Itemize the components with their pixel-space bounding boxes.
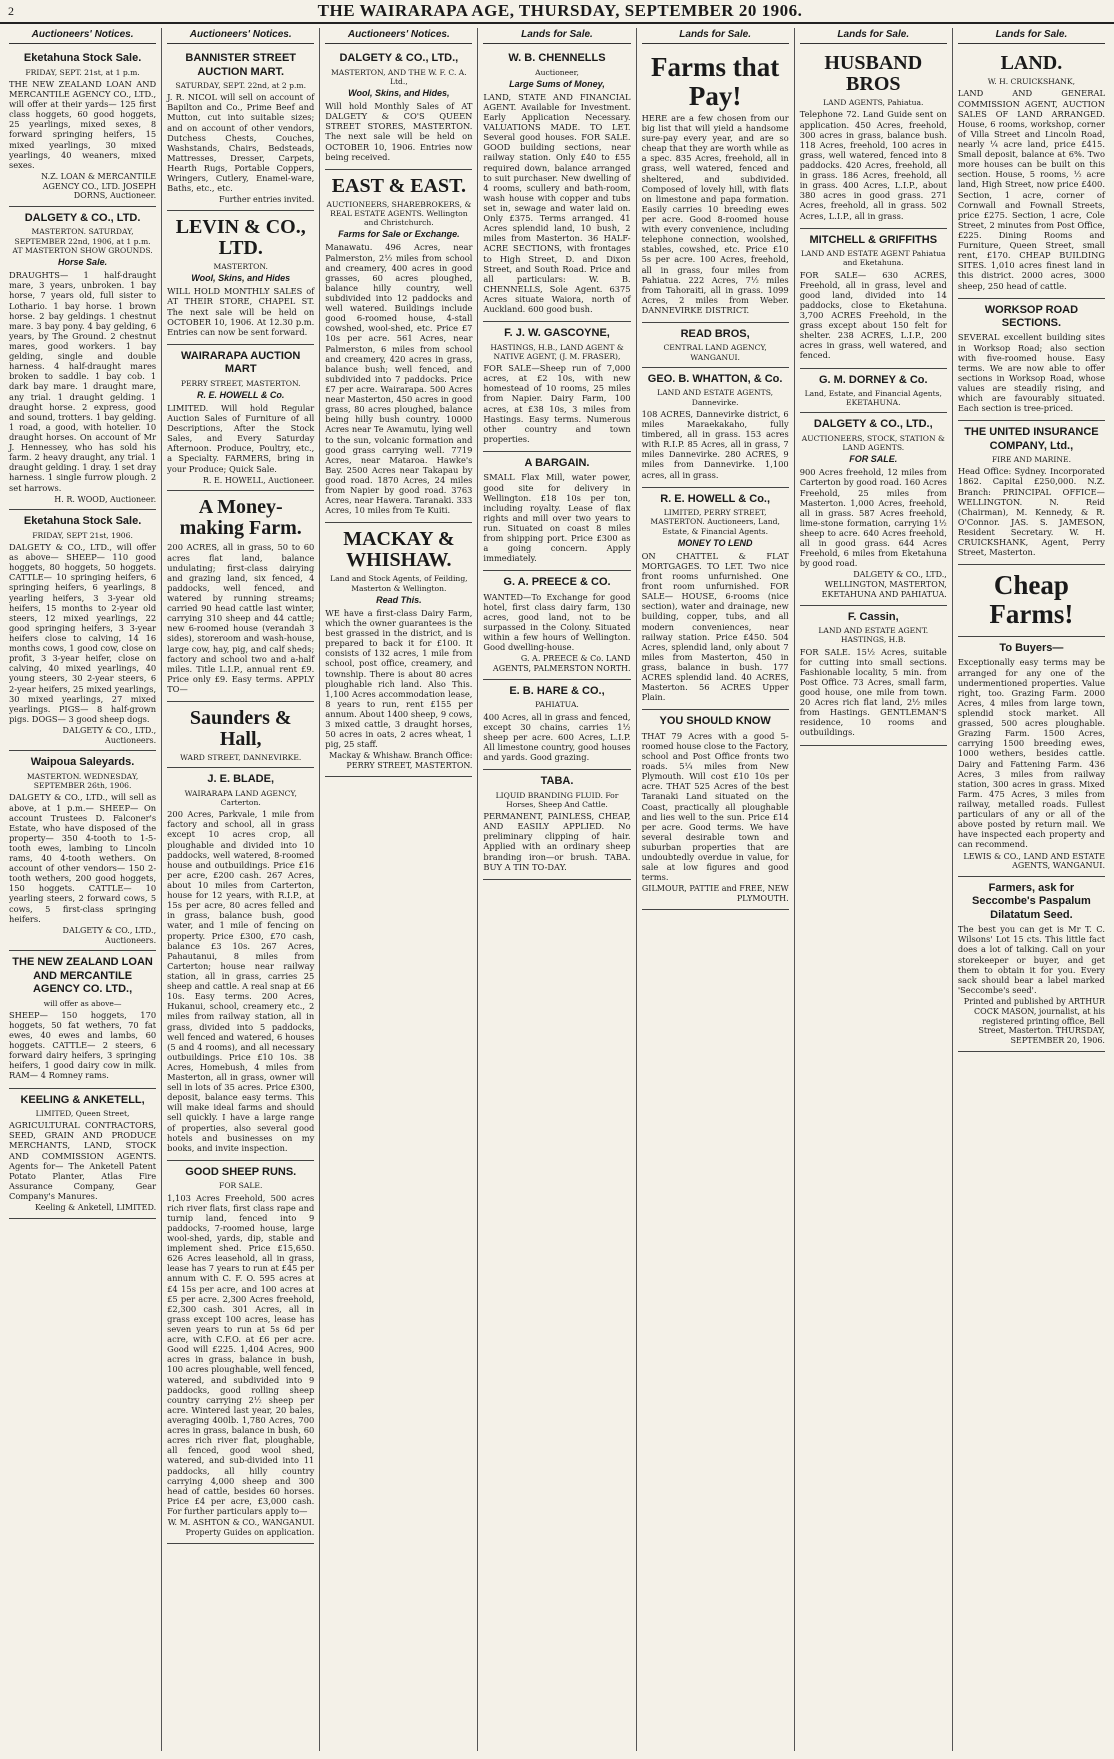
ad-subtitle: will offer as above— <box>43 998 122 1008</box>
advertisement <box>167 702 314 768</box>
ad-title: E. B. HARE & CO., <box>509 684 605 697</box>
ad-title: W. B. CHENNELLS <box>508 52 606 65</box>
column-3 <box>320 28 478 1751</box>
ad-title: F. J. W. GASCOYNE, <box>504 327 610 340</box>
advertisement <box>9 47 156 207</box>
masthead <box>0 0 1114 24</box>
column-header: Lands for Sale. <box>958 28 1105 44</box>
ad-body: 200 Acres, Parkvale, 1 mile from factory and school, all in grass except 10 acres crop, all ploughable and divided into 10 paddocks, well watered, 8-roomed house and outbuildings. Price £16 per acre, £200 cash. 267 Acres, about 10 miles from Carterton, house for 12 years, with R.I.P., at 15s per acre, 80 acres felled and in grass, balance bush, good water, and 1 mile of fencing on property. Price £300, £70 cash, balance £3 10s. 267 Acres, Pahautanui, 8 miles from Carterton; house near railway station, all in grass, carries 25 sheep and cattle. A real snap at £6 10s. Easy terms. 200 Acres, Hukanui, school, creamery etc., 2 miles from railway station, all in grass, divided into 5 paddocks, well fenced and watered, 6 houses (5 and 4 rooms), and all necessary outbuildings. Price £10 10s. 38 Acres, Homebush, 4 miles from Masterton, all in grass, owner will sell in lots of 35 acres. Price £300, deposit, balance easy terms. This will make ideal farms and should sell quickly. I have a large range of properties, also several good hotels and businesses on my books, and invite inspection. <box>167 809 315 1153</box>
column-header: Auctioneers' Notices. <box>325 28 472 44</box>
advertisement <box>167 47 314 211</box>
column-7 <box>953 28 1110 1751</box>
ad-heading: Wool, Skins, and Hides <box>191 273 291 284</box>
ad-subtitle: CENTRAL LAND AGENCY, WANGANUI. <box>663 343 767 362</box>
ad-title: Eketahuna Stock Sale. <box>23 52 142 65</box>
ad-subtitle: MASTERTON. WEDNESDAY, SEPTEMBER 26th, 1906. <box>26 771 139 791</box>
ad-body: FOR SALE—Sheep run of 7,000 acres, at £2 10s, with new homestead of 10 rooms, 25 miles from Napier. Dairy Farm, 100 acres, at £38 10s, 3 miles from Hastings. Easy terms. Numerous other country and town properties. <box>483 363 631 444</box>
advertisement <box>800 47 947 228</box>
ad-title: Eketahuna Stock Sale. <box>23 515 142 528</box>
ad-body: 108 ACRES, Dannevirke district, 6 miles Maraekakaho, fully timbered, all in grass. 153 acres with R.I.P. 85 Acres, all in grass, 7 miles Dannevirke. 280 ACRES, 9 miles from Dannevirke. 1,100 acres, all in grass. <box>641 408 789 480</box>
advertisement <box>167 768 314 1161</box>
ad-subtitle: WARD STREET, DANNEVIRKE. <box>180 753 302 763</box>
ad-heading: MONEY TO LEND <box>677 537 753 548</box>
ad-body: LIMITED. Will hold Regular Auction Sales of Furniture of all Descriptions, After the Stock Sales, and Every Saturday Afternoon. Produce, Poultry, etc., a Specialty. FARMERS, bring in your Produce; Quick Sale. <box>167 402 315 474</box>
advertisement <box>958 299 1105 422</box>
ad-signature: G. A. PREECE & Co. LAND AGENTS, PALMERSTON NORTH. <box>492 654 631 674</box>
advertisement <box>9 751 156 951</box>
ad-title: Farms that Pay! <box>651 52 780 111</box>
ad-signature: GILMOUR, PATTIE and FREE, NEW PLYMOUTH. <box>641 884 789 904</box>
ad-title: THE NEW ZEALAND LOAN AND MERCANTILE AGENCY CO. LTD., <box>12 956 153 996</box>
column-5 <box>637 28 795 1751</box>
ad-body: Telephone 72. Land Guide sent on application. 450 Acres, freehold, 300 acres in grass, balance bush. 118 Acres, freehold, 100 acres in grass, well watered, fenced into 8 paddocks. 420 Acres, freehold, all in grass. 186 Acres, freehold, all in grass. 400 Acres, L.I.P., about 380 acres in good grass. 271 Acres, freehold, all in grass. 502 Acres, L.I.P., all in grass. <box>799 109 947 221</box>
ad-body: SMALL Flax Mill, water power, good site for delivery in Wellington. £18 10s per ton, including royalty. Lease of flax rights and mill over two years to run. Situated on coast 8 miles from shipping port. Price £300 as a going concern. Apply immediately. <box>483 472 631 564</box>
ad-title: G. A. PREECE & CO. <box>503 576 611 589</box>
columns-container <box>0 24 1114 1751</box>
ad-body: AGRICULTURAL CONTRACTORS, SEED, GRAIN AND PRODUCE MERCHANTS, LAND, STOCK AND COMMISSION AGENTS. Agents for— The Anketell Patent Potato Planter, Atlas Fire Assurance Company, Gear Company's Manures. <box>9 1120 157 1201</box>
ad-subtitle: Auctioneer, <box>535 67 579 77</box>
ad-subtitle: LAND AGENTS, Pahiatua. <box>823 98 924 108</box>
ad-title: READ BROS, <box>680 328 750 341</box>
ad-subtitle: FRIDAY, SEPT. 21st, at 1 p.m. <box>25 67 140 77</box>
ad-signature: Mackay & Whishaw. Branch Office: PERRY STREET, MASTERTON. <box>329 751 473 771</box>
ad-title: DALGETY & CO., LTD., <box>339 52 459 65</box>
ad-subtitle: AUCTIONEERS, SHAREBROKERS, & REAL ESTATE AGENTS. Wellington and Christchurch. <box>326 199 472 228</box>
ad-heading: Wool, Skins, and Hides, <box>348 88 450 99</box>
advertisement <box>958 421 1105 565</box>
ad-body: Manawatu. 496 Acres, near Palmerston, 2½ miles from school and creamery, 400 acres in good grasses, 60 acres ploughed, balance hilly country, well subdivided into 12 paddocks and well watered. Buildings include good 6-roomed house, 4-stall cowshed, wool-shed, etc. Price £7 10s per acre. 561 Acres, near Palmerston, 6 miles from school and creamery, 420 acres in grass, balance bush; well fenced, and subdivided into 7 paddocks. Price £7 per acre. Wairarapa. 500 Acres near Masterton, 450 acres in good grass, 80 acres ploughed, balance being hilly bush country. 10000 Acres near Te Awamutu, lying well to the sun, volcanic formation and good grass carrying well. 7719 Acres, near Mataroa. Hawke's Bay. 2500 Acres near Takapau by good road. 1870 Acres, 24 miles from Napier by good road. 3763 Acres, near Hawera. Taranaki. 333 Acres, 10 miles from Te Kuiti. <box>325 242 473 516</box>
ad-body: SEVERAL excellent building sites in Worksop Road; also section with five-roomed house. Easy terms. We are now able to offer sections in Worksop Road, whose values are steadily rising, and which are favourably situated. Each section is tree-priced. <box>957 332 1105 414</box>
ad-title: WAIRARAPA AUCTION MART <box>181 349 301 376</box>
ad-title: DALGETY & CO., LTD., <box>813 418 933 431</box>
ad-body: WE have a first-class Dairy Farm, which the owner guarantees is the best grassed in the district, and is prepared to back it for £100. It consists of 132 acres, 1 mile from school, post office, creamery, and township. There is about 80 acres ploughable rich land. Also This. 1,100 Acres accommodation lease, 8 years to run, rent £155 per annum. About 1400 sheep, 9 cows, 3 mixed cattle, 3 draught horses, 50 acres in oats, 2 acres wheat, 1 pig, 25 staff. <box>325 607 473 750</box>
ad-body: LAND, STATE AND FINANCIAL AGENT. Available for Investment. Early Application Necessary. VALUATIONS MADE. TO LET. Several good houses. FOR SALE. GOOD building sections, near railway station. Only £40 to £55 required down, balance arranged to suit purchaser. New dwelling of 4 rooms, scullery and bath-room, wash house with copper and tubs set in, sewage and water laid on. Only £375. Terms arranged. 41 Acres splendid land, 10 bush, 2 miles from Masterton. 36 HALF-ACRE SECTIONS, with frontages to High Street, D. and Dixon Street, and South Road. Price and all particulars: W. B. CHENNELLS, Sole Agent. 6375 Acres situate Waiora, north of Auckland. 600 good bush. <box>483 91 631 315</box>
advertisement <box>483 452 630 571</box>
ad-body: Exceptionally easy terms may be arranged for any one of the undermentioned properties. Value right, too. Grazing Farm. 2000 Acres, 4 miles from large town, splendid stock market. All grassed, 500 acres ploughable. Grazing Farm. 1500 Acres, carrying 1500 breeding ewes, 1000 wethers, besides cattle. Dairy and Fattening Farm. 436 Acres, 3 miles from railway station, 300 acres in grass. Mixed Farm. 475 Acres, 3 miles from railway, metalled roads. Fullest particulars of any or all of the above posted by return mail. We have inspected each property and can recommend. <box>957 657 1105 850</box>
ad-heading: R. E. HOWELL & Co. <box>197 389 285 400</box>
ad-subtitle: PERRY STREET, MASTERTON. <box>180 378 301 388</box>
ad-body: FOR SALE. 15½ Acres, suitable for cutting into small sections. Fashionable locality, 5 min. from Post Office. 73 Acres, small farm, good house, one mile from town. 20 Acres rich flat land, 2½ miles from Hastings. GENTLEMAN'S residence, 10 rooms and outbuildings. <box>799 646 947 738</box>
ad-title: GOOD SHEEP RUNS. <box>185 1165 297 1178</box>
ad-heading: Farms for Sale or Exchange. <box>338 229 460 240</box>
ad-title: A BARGAIN. <box>524 457 590 469</box>
ad-title: LAND. <box>1000 52 1063 75</box>
ad-title: THE UNITED INSURANCE COMPANY, Ltd., <box>964 426 1099 452</box>
advertisement <box>642 368 789 488</box>
ad-title: KEELING & ANKETELL, <box>20 1093 145 1106</box>
ad-signature: N.Z. LOAN & MERCANTILE AGENCY CO., LTD. JOSEPH DORNS, Auctioneer. <box>41 171 157 201</box>
ad-signature: H. R. WOOD, Auctioneer. <box>54 494 157 504</box>
ad-title: Waipoua Saleyards. <box>30 756 135 769</box>
ad-body: 1,103 Acres Freehold, 500 acres rich river flats, first class rape and turnip land, fenced into 9 paddocks, 7-roomed house, large wool-shed, yards, dip, stable and implement shed. Price £15,650. 626 Acres leasehold, all in grass, lease has 7 years to run at £45 per annum with C. F. O. 595 acres at £4 15s per acre, and 100 acres at £5 per acre. 2,300 Acres freehold, £2,300 cash. 301 Acres, all in grass except 100 acres, lease has seven years to run at 5s 6d per acre, with C.F.O. at £6 per acre. Good will £225. 1,404 Acres, 900 acres in grass, balance in bush, 100 acres ploughable, well fenced, watered, and subdivided into 9 paddocks, good rolling sheep country carrying 2½ sheep per acre. Wintered last year, 20 bales, averaging 400lb. 1,780 Acres, 700 acres in grass, balance in bush, 60 acres rich river flat, ploughable, all fenced, good wool shed, watered, and sub-divided into 11 paddocks, all hilly country carrying 4,000 sheep and 300 head of cattle, besides 60 horses. Price £4 per acre, £3,000 cash. For further particulars apply to— <box>167 1192 315 1516</box>
ad-heading: FOR SALE. <box>849 454 898 465</box>
advertisement <box>325 170 472 524</box>
column-header: Lands for Sale. <box>800 28 947 44</box>
page-number: 2 <box>8 3 14 18</box>
ad-subtitle: LAND AND ESTATE AGENTS, Dannevirke. <box>657 388 774 407</box>
ad-heading: Read This. <box>376 594 422 605</box>
ad-title: DALGETY & CO., LTD. <box>24 212 141 225</box>
ad-subtitle: FOR SALE. <box>219 1181 263 1191</box>
advertisement <box>167 345 314 492</box>
ad-title: GEO. B. WHATTON, & Co. <box>647 372 783 385</box>
ad-title: YOU SHOULD KNOW <box>659 715 771 728</box>
column-2 <box>162 28 320 1751</box>
ad-body: 400 Acres, all in grass and fenced, except 30 chains, carries 1½ sheep per acre. 600 Acres, L.I.P. All limestone country, good houses and yards. Good grazing. <box>483 711 631 763</box>
ad-body: LAND AND GENERAL COMMISSION AGENT, AUCTION SALES OF LAND ARRANGED. House, 6 rooms, workshop, corner of Villa Street and Lincoln Road, nearly ¼ acre land, price £415. Small deposit, balance at 6%. Two more houses can be built on this section. House, 5 rooms, ½ acre land, High Street, now price £400. Section, 1 acre, corner of Cornwall and Fownall Streets, price £275. Section, 1 acre, Cole Street, 2 minutes from Post Office, £225. Dining Rooms and Furniture, Queen Street, small rent, £170. CHEAP BUILDING SITES. 1,010 acres finest land in this district. 2000 acres, 3000 sheep, 250 head of cattle. <box>957 88 1105 291</box>
advertisement <box>800 606 947 746</box>
ad-subtitle: AUCTIONEERS, STOCK, STATION & LAND AGENTS. <box>801 433 945 453</box>
column-header: Auctioneers' Notices. <box>9 28 156 44</box>
advertisement <box>800 229 947 369</box>
advertisement <box>642 488 789 711</box>
ad-title: EAST & EAST. <box>331 174 466 197</box>
column-1 <box>4 28 162 1751</box>
ad-title: HUSBAND BROS <box>824 52 923 96</box>
advertisement <box>483 47 630 322</box>
ad-body: PERMANENT, PAINLESS, CHEAP, AND EASILY APPLIED. No preliminary clipping of hair. Applied with an ordinary sheep branding iron—or brush. TABA. BUY A TIN TO-DAY. <box>483 811 631 872</box>
ad-subtitle: SATURDAY, SEPT. 22nd, at 2 p.m. <box>175 81 306 90</box>
advertisement <box>958 47 1105 298</box>
ad-body: THE NEW ZEALAND LOAN AND MERCANTILE AGENCY CO., LTD., will offer at their yards— 125 first class hoggets, 60 good hoggets, 25 yearlings, mixed sexes, 8 forward springing heifers, 15 mixed yearlings, 30 mixed yearlings, 40 weaners, mixed sexes. <box>9 78 157 170</box>
ad-body: THAT 79 Acres with a good 5-roomed house close to the Factory, school and Post Office fronts two roads. 5¼ miles from New Plymouth. Will cost £10 10s per acre. THAT 525 Acres of the best Taranaki Land situated on the Coast, practically all ploughable and lies well to the sun. Price £14 per acre. Good terms. We have several desirable town and suburban properties that are undoubtedly overdue in value, for sale at low figures and good terms. <box>641 730 789 883</box>
ad-title: TABA. <box>540 775 574 788</box>
ad-subtitle: Land, Estate, and Financial Agents, EKETAHUNA. <box>804 388 942 408</box>
ad-body: HERE are a few chosen from our big list that will yield a handsome sure-pay every year, and are so cheap that they are worth while as a spec. 835 Acres, freehold, all in grass, well watered, fenced and sheltered, and subdivided. Composed of lovely hill, with flats on limestone and papa formation. Easily carries 10 breeding ewes per acre. Good 8-roomed house with every convenience, including telephone connection, woolshed, stables, cowshed, etc. Price £10 5s per acre. 100 Acres, freehold, all in grass, four miles from Pahiatua. 222 Acres, 7½ miles from Tahoraiti, all in grass. 1099 Acres, 2 miles from Weber. DANNEVIRKE DISTRICT. <box>641 112 789 315</box>
ad-body: FOR SALE— 630 ACRES, Freehold, all in grass, level and good land, divided into 14 paddocks, close to Eketahuna. 3,700 ACRES Freehold, in the grass except about 150 felt for shelter. 238 ACRES, L.I.P., 200 acres in grass, well watered, and fenced. <box>799 269 947 361</box>
ad-body: Will hold Monthly Sales of AT DALGETY & CO'S QUEEN STREET STORES, MASTERTON. The next sale will be held on OCTOBER 10, 1906. Entries now being received. <box>325 101 473 162</box>
ad-title: BANNISTER STREET AUCTION MART. <box>185 52 297 78</box>
advertisement <box>642 323 789 368</box>
ad-body: ON CHATTEL & FLAT MORTGAGES. TO LET. Two nice front rooms unfurnished. One front room unfurnished. FOR SALE— HOUSE, 6-rooms (nice section), water and drainage, new building, copper, tubs, and all modern conveniences, near railway station. Price £450. 504 Acres, splendid land, only about 7 miles from Masterton, 450 in grass, balance in bush. 177 ACRES splendid land. 40 ACRES, Masterton. 56 ACRES Upper Plain. <box>641 550 789 703</box>
ad-subtitle: W. H. CRUICKSHANK, <box>987 77 1076 87</box>
advertisement <box>958 637 1105 877</box>
column-header: Lands for Sale. <box>483 28 630 44</box>
ad-heading: Large Sums of Money, <box>509 78 605 89</box>
advertisement <box>167 491 314 702</box>
advertisement <box>800 413 947 605</box>
column-6 <box>795 28 953 1751</box>
ad-subtitle: FRIDAY, SEPT 21st, 1906. <box>32 530 133 540</box>
ad-signature: LEWIS & CO., LAND AND ESTATE AGENTS, WANGANUI. <box>963 851 1105 871</box>
ad-signature: Printed and published by ARTHUR COCK MASON, journalist, at his registered printing office, Bell Street, Masterton. THURSDAY, SEPTEMBER 20, 1906. <box>963 997 1105 1046</box>
ad-title: Saunders & Hall, <box>189 707 292 751</box>
ad-subtitle: Land and Stock Agents, of Feilding, Masterton & Wellington. <box>330 574 468 593</box>
advertisement <box>483 680 630 770</box>
advertisement <box>9 510 156 751</box>
ad-subtitle: FIRE AND MARINE. <box>991 455 1071 465</box>
ad-body: SHEEP— 150 hoggets, 170 hoggets, 50 fat wethers, 70 fat ewes, 40 ewes and lambs, 60 hoggets. CATTLE— 2 steers, 6 forward dairy heifers, 3 springing heifers, 1 good dairy cow in milk. RAM— 4 Romney rams. <box>9 1009 157 1081</box>
ad-subtitle: LAND AND ESTATE AGENT. HASTINGS, H.B. <box>818 626 929 645</box>
advertisement <box>483 322 630 452</box>
ad-subtitle: MASTERTON. <box>213 262 268 272</box>
ad-body: WILL HOLD MONTHLY SALES of AT THEIR STORE, CHAPEL ST. The next sale will be held on OCTOBER 10, 1906. At 12.30 p.m. Entries can now be sent forward. <box>167 286 315 337</box>
ad-subtitle: LIMITED, PERRY STREET, MASTERTON. Auctioneers, Land, Estate, & Financial Agents. <box>650 508 780 536</box>
advertisement <box>167 1161 314 1544</box>
ad-signature: DALGETY & CO., LTD., Auctioneers. <box>62 725 157 745</box>
ad-title: A Money-making Farm. <box>179 496 302 540</box>
ad-title: Farmers, ask for Seccombe's Paspalum Dilatatum Seed. <box>972 882 1091 921</box>
advertisement <box>800 369 947 414</box>
ad-body: 200 ACRES, all in grass, 50 to 60 acres flat land, balance undulating; first-class dairying and grazing land, six fenced, 4 paddocks, well fenced, and watered by running streams; carried 90 head cattle last winter, carrying 310 sheep and 44 cattle; new 6-roomed house (verandah 3 sides), storeroom and wash-house, large cow, hay, pig, and calf sheds; factory and school two and a-half miles. Title L.I.P., annual rent £9. Price only £9. Easy terms. APPLY TO— <box>167 542 315 694</box>
ad-signature: DALGETY & CO., LTD., Auctioneers. <box>62 925 157 945</box>
ad-signature: Further entries invited. <box>219 195 315 205</box>
ad-title: F. Cassin, <box>847 610 899 623</box>
advertisement <box>325 523 472 777</box>
advertisement <box>642 710 789 910</box>
advertisement <box>483 770 630 880</box>
advertisement <box>642 47 789 323</box>
ad-title: MACKAY & WHISHAW. <box>343 528 455 572</box>
ad-body: 900 Acres freehold, 12 miles from Carterton by good road. 160 Acres Freehold, 25 miles from Masterton. 1,000 Acres, freehold, all in grass. 587 Acres freehold, lime-stone formation, carrying 1½ sheep to acre. 640 Acres freehold, all in good grass. 644 Acres Freehold, 6 miles from Eketahuna by good road. <box>799 467 947 569</box>
ad-body: DRAUGHTS— 1 half-draught mare, 3 years, unbroken. 1 bay horse, 7 years old, full sister to Lothario. 1 bay horse. 1 brown horse. 2 bay geldings. 1 chestnut mare. 3 bay pony. 4 bay gelding, 6 years, by The Ground. 2 chestnut mares, good workers. 1 bay gelding, single and double harness. 4 half-draught mares broken to saddle. 1 bay cob. 1 dark bay mare. 1 draught mare, any trial. 1 draught gelding. 1 draught horse. 2 express, good and sound, trotters. 1 bay gelding. 1 road, a good, with hotelier. 10 draught horses. On account of Mr J. Hennessey, who has sold his farm. 2 heavy draught, any trial. 1 draught gelding. 1 dray. 1 set dray harness. 1 single furrow plough. 2 set harrows. <box>9 270 157 493</box>
advertisement <box>483 571 630 680</box>
ad-subtitle: PAHIATUA. <box>535 700 579 710</box>
ad-subtitle: HASTINGS, H.B., LAND AGENT & NATIVE AGENT, (J. M. FRASER), <box>490 342 624 361</box>
ad-subtitle: MASTERTON, AND THE W. F. C. A. Ltd., <box>331 67 467 86</box>
ad-title: LEVIN & CO., LTD. <box>175 216 306 260</box>
newspaper-title: THE WAIRARAPA AGE, THURSDAY, SEPTEMBER 20 1906. <box>317 1 803 20</box>
ad-body: DALGETY & CO., LTD., will sell as above, at 1 p.m.— SHEEP— On account Trustees D. Falconer's Estate, who have disposed of the property— 350 4-tooth to 1-5-tooth ewes, lambing to Lincoln rams, 40 4-tooth wethers. On account of other vendors— 150 2-tooth wethers, 200 good hoggets, 150 hoggets. CATTLE— 10 yearling steers, 2 forward cows, 5 cows, 5 first-class springing heifers. <box>9 792 157 924</box>
ad-title: WORKSOP ROAD SECTIONS. <box>984 303 1079 330</box>
ad-signature: DALGETY & CO., LTD., WELLINGTON, MASTERTON, EKETAHUNA AND PAHIATUA. <box>821 570 947 599</box>
ad-signature: Keeling & Anketell, LIMITED. <box>34 1203 157 1213</box>
column-header: Auctioneers' Notices. <box>167 28 314 44</box>
ad-title: J. E. BLADE, <box>207 773 275 786</box>
ad-signature: R. E. HOWELL, Auctioneer. <box>202 475 315 485</box>
ad-subtitle: LAND AND ESTATE AGENT Pahiatua and Eketahuna. <box>800 249 946 268</box>
ad-title: Cheap Farms! <box>989 570 1074 629</box>
ad-body: J. R. NICOL will sell on account of Bapilton and Co., Prime Beef and Mutton, cut into suitable sizes; and on account of other vendors, Dutchess Chests, Couches, Washstands, Chairs, Bedsteads, Mattresses, Dresser, Carpets, Hearth Rugs, Portable Coppers, Wringers, Cutlery, Enamel-ware, Baths, etc., etc. <box>167 92 315 194</box>
ad-heading: Horse Sale. <box>58 257 108 268</box>
ad-body: Head Office: Sydney. Incorporated 1862. Capital £250,000. N.Z. Branch: PRINCIPAL OFFICE—WELLINGTON. N. Reid (Chairman), M. Kennedy, & R. O'Connor. JAS. S. JAMESON, Resident Secretary. W. H. CRUICKSHANK, Agent, Perry Street, Masterton. <box>957 466 1105 558</box>
ad-title: To Buyers— <box>999 642 1064 655</box>
ad-subtitle: WAIRARAPA LAND AGENCY, Carterton. <box>184 788 297 807</box>
advertisement <box>9 1089 156 1219</box>
advertisement <box>958 565 1105 637</box>
ad-body: The best you can get is Mr T. C. Wilsons' Lot 15 cts. This little fact does a lot of talking. Call on your storekeeper or buyer, and get them to obtain it for you. Every sack should bear a label marked 'Seccombe's seed'. <box>957 924 1105 995</box>
ad-title: MITCHELL & GRIFFITHS <box>809 233 938 246</box>
column-4 <box>478 28 636 1751</box>
ad-body: DALGETY & CO., LTD., will offer as above— SHEEP— 110 good hoggets, 80 hoggets, 50 hoggets. CATTLE— 10 springing heifers, 6 springing heifers, 6 yearlings, 8 yearling heifers, 3 3-year old heifers, 15 months to 2-year old steers, 12 mixed yearlings, 22 good springing heifers, 3 3-year heifers close to calving, 14 16 months cows, 1 good cow, close on profit, 3 3-year heifer, close on calving, 40 mixed yearlings, 40 young steers, 30 2-year steers, 6 2-year heifers, 25 mixed yearlings, 30 mixed yearlings, 27 mixed yearlings. PIGS— 8 half-grown pigs. DOGS— 3 good sheep dogs. <box>9 542 157 724</box>
ad-title: R. E. HOWELL & Co., <box>660 492 771 505</box>
ad-subtitle: MASTERTON. SATURDAY, SEPTEMBER 22nd, 1906, at 1 p.m. AT MASTERTON SHOW GROUNDS. <box>12 227 153 255</box>
advertisement <box>167 211 314 345</box>
ad-title: G. M. DORNEY & Co. <box>818 373 928 386</box>
advertisement <box>958 877 1105 1052</box>
advertisement <box>325 47 472 170</box>
ad-signature: W. M. ASHTON & CO., WANGANUI. Property Guides on application. <box>167 1518 315 1537</box>
advertisement <box>9 207 156 510</box>
ad-subtitle: LIQUID BRANDING FLUID. For Horses, Sheep And Cattle. <box>495 790 619 809</box>
ad-body: WANTED—To Exchange for good hotel, first class dairy farm, 130 acres, good land, not to be surpassed in the Colony. Situated within a few hours of Wellington. Good dwelling-house. <box>483 591 631 653</box>
column-header: Lands for Sale. <box>642 28 789 44</box>
advertisement <box>9 951 156 1088</box>
ad-subtitle: LIMITED, Queen Street, <box>35 1108 130 1118</box>
